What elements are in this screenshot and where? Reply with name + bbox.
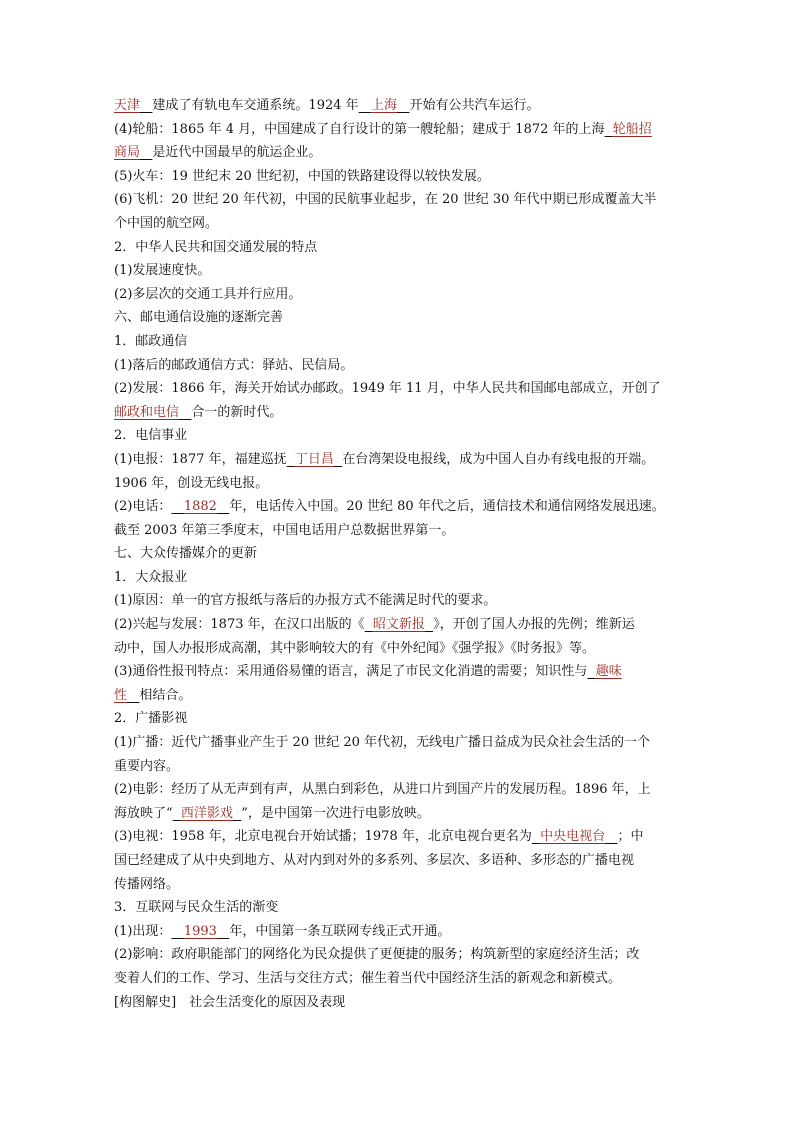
text-line [114,873,684,897]
text-line [114,825,684,849]
text-line [114,707,684,731]
text-line [114,755,684,779]
text-segment: [构图解史] 社会生活变化的原因及表现 [114,994,346,1010]
answer-blank: 中央电视台 [540,829,606,845]
text-segment: 3．互联网与民众生活的渐变 [114,900,279,916]
text-segment: ；中 [617,829,644,845]
text-segment: 个中国的航空网。 [114,215,219,231]
blank-underline [365,617,373,632]
blank-underline [605,122,613,137]
text-line [114,306,684,330]
text-line [114,188,684,212]
text-line [114,802,684,826]
text-line [114,991,684,1015]
text-segment: 》，开创了国人办报的先例；维新运 [433,617,635,633]
text-segment: 六、邮电通信设施的逐渐完善 [114,310,284,326]
blank-underline [217,499,229,514]
answer-blank: 轮船招 [612,121,652,137]
text-line [114,141,684,165]
text-segment: (1)发展速度快。 [114,263,211,279]
text-segment: 传播网络。 [114,876,180,892]
text-line [114,660,684,684]
text-segment: 七、大众传播媒介的更新 [114,546,258,562]
text-segment: 重要内容。 [114,758,180,774]
blank-underline [359,98,371,113]
blank-underline [397,98,409,113]
text-segment: (1)广播：近代广播事业产生于 20 世纪 20 年代初，无线电广播日益成为民众社会生活的一个 [114,735,651,751]
text-segment: (2)发展：1866 年，海关开始试办邮政。1949 年 11 月，中华人民共和国邮电部成立，开创了 [114,381,661,397]
text-line [114,236,684,260]
text-line [114,778,684,802]
text-line [114,967,684,991]
text-line [114,731,684,755]
blank-underline [425,617,433,632]
text-segment: (1)电报：1877 年，福建巡抚 [114,451,287,467]
text-segment: 1．大众报业 [114,569,188,585]
text-line [114,472,684,496]
text-segment: (6)飞机：20 世纪 20 年代初，中国的民航事业起步，在 20 世纪 30 年代中期已形成覆盖大半 [114,192,657,208]
text-line [114,283,684,307]
text-line [114,684,684,708]
text-segment: ”，是中国第一次进行电影放映。 [241,805,430,821]
text-line [114,637,684,661]
text-line [114,424,684,448]
blank-underline [532,829,540,844]
text-segment: 合一的新时代。 [191,404,283,420]
blank-underline [587,664,595,679]
text-segment: 开始有公共汽车运行。 [409,98,540,113]
blank-underline [334,452,342,467]
answer-blank: 趣味 [595,664,622,680]
document-page [114,94,684,1014]
text-segment: 海放映了“ [114,805,173,821]
answer-blank: 性 [114,687,128,703]
text-segment: (1)落后的邮政通信方式：驿站、民信局。 [114,357,354,373]
blank-underline [605,829,617,844]
text-line [114,943,684,967]
text-segment: (3)电视：1958 年，北京电视台开始试播；1978 年，北京电视台更名为 [114,829,532,845]
text-line [114,589,684,613]
text-line [114,377,684,401]
text-segment: (2)电影：经历了从无声到有声，从黑白到彩色，从进口片到国产片的发展历程。1896 年，上 [114,782,651,798]
answer-blank: 天津 [114,98,141,113]
blank-underline [179,405,191,420]
text-segment: 建成了有轨电车交通系统。1924 年 [152,98,359,113]
text-line [114,920,684,944]
text-line [114,849,684,873]
blank-underline [287,452,295,467]
text-segment: 在台湾架设电报线，成为中国人自办有线电报的开端。 [342,451,655,467]
blank-underline [171,924,183,939]
answer-blank: 邮政和电信 [114,404,180,420]
text-segment: 1．邮政通信 [114,333,188,349]
text-segment: 变着人们的工作、学习、生活与交往方式；催生着当代中国经济生活的新观念和新模式。 [114,970,622,986]
text-segment: (2)影响：政府职能部门的网络化为民众提供了更便捷的服务；构筑新型的家庭经济生活；改 [114,947,640,963]
text-segment: (4)轮船：1865 年 4 月，中国建成了自行设计的第一艘轮船；建成于 1872 年的上海 [114,121,605,137]
text-segment: (2)多层次的交通工具并行应用。 [114,286,302,302]
text-segment: (5)火车：19 世纪末 20 世纪初，中国的铁路建设得以较快发展。 [114,168,490,184]
blank-underline [127,688,139,703]
text-line [114,212,684,236]
text-segment: 动中，国人办报形成高潮，其中影响较大的有《中外纪闻》《强学报》《时务报》等。 [114,640,596,656]
text-line [114,118,684,142]
text-segment: 1906 年，创设无线电报。 [114,475,269,491]
text-segment: 是近代中国最早的航运企业。 [152,145,322,161]
text-segment: (1)出现： [114,923,172,939]
text-segment: 国已经建成了从中央到地方、从对内到对外的多系列、多层次、多语种、多形态的广播电视 [114,853,635,868]
text-line [114,401,684,425]
text-segment: 年，中国第一条互联网专线正式开通。 [229,923,451,939]
text-line [114,259,684,283]
blank-underline [217,924,229,939]
text-segment: 2．电信事业 [114,428,188,444]
text-segment: 2．广播影视 [114,711,188,727]
answer-blank: 1882 [183,499,217,515]
text-segment: (3)通俗性报刊特点：采用通俗易懂的语言，满足了市民文化消遣的需要；知识性与 [114,664,588,680]
answer-blank: 丁日昌 [294,451,334,467]
text-segment: 截至 2003 年第三季度末，中国电话用户总数据世界第一。 [114,522,455,538]
text-segment: 相结合。 [139,687,192,703]
text-line [114,519,684,543]
text-line [114,354,684,378]
text-segment: (2)兴起与发展：1873 年，在汉口出版的《 [114,617,365,633]
blank-underline [173,806,181,821]
text-line [114,448,684,472]
text-line [114,566,684,590]
blank-underline [171,499,183,514]
text-line [114,896,684,920]
text-line [114,330,684,354]
text-line [114,495,684,519]
text-line [114,94,684,118]
answer-blank: 西洋影戏 [180,805,233,821]
text-segment: 年，电话传入中国。20 世纪 80 年代之后，通信技术和通信网络发展迅速。 [229,499,665,515]
blank-underline [140,98,152,113]
text-segment: (1)原因：单一的官方报纸与落后的办报方式不能满足时代的要求。 [114,593,497,609]
answer-blank: 1993 [183,923,217,939]
text-segment: (2)电话： [114,499,172,515]
blank-underline [140,145,152,160]
text-line [114,165,684,189]
text-segment: 2．中华人民共和国交通发展的特点 [114,239,318,255]
answer-blank: 上海 [371,98,398,113]
blank-underline [233,806,241,821]
answer-blank: 商局 [114,145,141,161]
answer-blank: 昭文新报 [372,617,425,633]
text-line [114,613,684,637]
text-line [114,542,684,566]
